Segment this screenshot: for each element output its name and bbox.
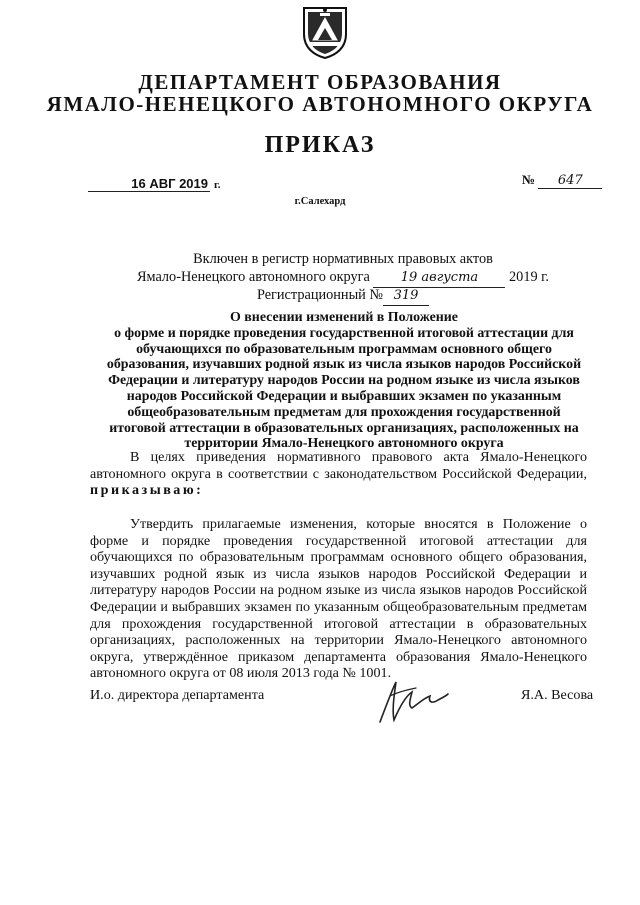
document-date — [88, 176, 221, 192]
handwritten-signature — [372, 676, 452, 728]
title-line: общеобразовательным предметам для прохождения государственной — [127, 404, 561, 420]
registration-line1: Включен в регистр нормативных правовых актов — [193, 251, 493, 267]
signatory-name: Я.А. Весова — [521, 687, 594, 703]
title-line: народов Российской Федерации и выбравших экзамен по указанным — [126, 388, 562, 404]
registration-line3 — [100, 286, 586, 306]
registration-date-handwritten: 19 августа — [373, 269, 505, 288]
preamble-paragraph — [90, 449, 587, 499]
date-suffix: г. — [214, 179, 221, 191]
registration-number-label: Регистрационный № — [256, 287, 384, 303]
registration-region: Ямало-Ненецкого автономного округа — [136, 269, 370, 285]
city-name: г.Салехард — [294, 196, 346, 207]
department-title-line2: ЯМАЛО-НЕНЕЦКОГО АВТОНОМНОГО ОКРУГА — [46, 92, 594, 116]
order-word: приказываю: — [90, 482, 204, 499]
title-line: образования, изучавших родной язык из числа языков народов Российской — [106, 357, 582, 373]
signatory-role: И.о. директора департамента — [90, 687, 265, 703]
title-line: Федерации и литературу народов России на родном языке из числа языков — [108, 373, 580, 389]
document-type-heading: ПРИКАЗ — [264, 132, 376, 158]
number-prefix: № — [522, 172, 536, 187]
document-title — [96, 310, 592, 452]
title-line: о форме и порядке проведения государственной итоговой аттестации для — [114, 325, 574, 341]
registration-line2 — [100, 268, 586, 288]
date-stamp: 16 АВГ 2019 — [88, 176, 210, 192]
department-title-line1: ДЕПАРТАМЕНТ ОБРАЗОВАНИЯ — [138, 70, 502, 94]
preamble-text: В целях приведения нормативного правового акта Ямало-Ненецкого автономного округа в соответствии с законодательством Российской Федерации, — [90, 449, 587, 482]
title-line: итоговой аттестации в образовательных организациях, расположенных на — [109, 420, 579, 436]
title-line: О внесении изменений в Положение — [230, 310, 458, 325]
registration-number-handwritten: 319 — [383, 287, 429, 306]
title-line: территории Ямало-Ненецкого автономного округа — [184, 436, 504, 452]
order-paragraph: Утвердить прилагаемые изменения, которые вносятся в Положение о форме и порядке проведения государственной итоговой аттестации для обучающихся по образовательным программам основного общего образования, изучавших родной язык из числа языков народов Российской Федерации и литературу народов России на родном языке из числа языков народов Российской Федерации и выбравших экзамен по указанным общеобразовательным предметам для прохождения государственной итоговой аттестации в образовательных организациях, расположенных на территории Ямало-Ненецкого автономного округа, утверждённое приказом департамента образования Ямало-Ненецкого автономного округа от 08 июля 2013 года № 1001. — [90, 516, 587, 682]
title-line: обучающихся по образовательным программам основного общего — [136, 341, 552, 357]
coat-of-arms-emblem — [300, 4, 350, 60]
number-value: 647 — [538, 173, 602, 189]
registration-year: 2019 г. — [509, 269, 550, 285]
document-number — [522, 172, 602, 189]
